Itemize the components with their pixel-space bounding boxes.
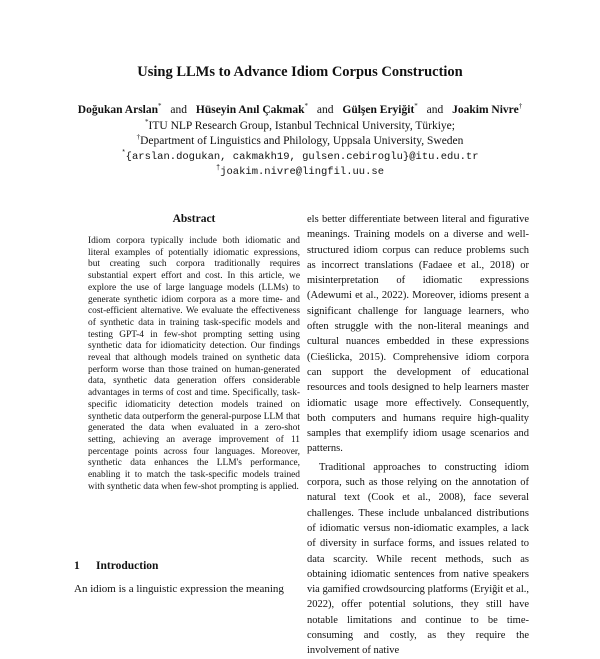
affiliation-line (0, 120, 600, 132)
abstract-heading: Abstract (172, 213, 216, 225)
author-mark: * (158, 102, 162, 111)
email-line (0, 151, 600, 163)
section-number: 1 (74, 560, 80, 572)
body-paragraph: els better differentiate between literal and figurative meanings. Training models on a diverse and well-structured idiom corpus can reduce problems such as incorrect translations (Fadaee et al., 2018) or misinterpretation of idiomatic expressions (Adewumi et al., 2022). Moreover, idioms present a significant challenge for language learners, who often struggle with the non-literal meanings and cultural nuances embedded in these expressions (Cieślicka, 2015). Comprehensive idiom corpora can support the development of educational resources and tools designed to help learners master idiomatic usage more effectively. Consequently, both computers and humans require high-quality samples that exemplify idiom usage scenarios and patterns. (307, 214, 529, 455)
section-title: Introduction (96, 560, 159, 572)
paper-title: Using LLMs to Advance Idiom Corpus Construction (137, 64, 463, 80)
right-column (307, 212, 529, 659)
author-name: Doğukan Arslan (77, 104, 159, 116)
affiliation-mark: † (136, 133, 141, 142)
section-heading (74, 560, 158, 572)
affiliation-text: ITU NLP Research Group, Istanbul Technical University, Türkiye; (148, 120, 455, 132)
author-separator: and (170, 104, 187, 116)
email-line (0, 166, 600, 178)
author-separator: and (426, 104, 444, 116)
body-paragraph: Traditional approaches to constructing idiom corpora, such as those relying on the annotation of natural text (Cook et al., 2008), face several challenges. These include unbalanced distributions of idiomatic versus non-idiomatic examples, a lack of diversity in surface forms, and issues related to data scarcity. While recent methods, such as obtaining idiomatic sentences from native speakers via gamified crowdsourcing platforms (Eryiğit et al., 2022), offer potential solutions, they still have notable limitations and continue to be time-consuming and costly, as they require the involvement of native (307, 461, 529, 657)
author-separator: and (316, 104, 334, 116)
affiliation-mark: † (215, 164, 221, 173)
author-mark: * (304, 102, 309, 111)
affiliation-mark: * (145, 118, 149, 127)
affiliation-text: Department of Linguistics and Philology, Uppsala University, Sweden (140, 135, 464, 147)
author-name: Gülşen Eryiğit (342, 104, 415, 116)
abstract-body: Idiom corpora typically include both idiomatic and literal examples of potentially idiomatic expressions, but creating such corpora traditionally requires substantial expert effort and cost. In this article, we explore the use of large language models (LLMs) to generate synthetic idiom corpora as a more time- and cost-efficient alternative. We evaluate the effectiveness of synthetic data in training task-specific models and testing GPT-4 in few-shot prompting setting using synthetic data for idiomaticity detection. Our findings reveal that although models trained on synthetic data perform worse than those trained on human-generated data, synthetic data generation offers considerable advantages in terms of cost and time. Specifically, task-specific idiomaticity detection models trained on synthetic data outperform the general-purpose LLM that generated the data when evaluated in a zero-shot setting, achieving an average improvement of 11 percentage points across four languages. Moreover, synthetic data enhances the LLM's performance, enabling it to match the task-specific models trained with synthetic data when few-shot prompting is applied. (88, 236, 300, 492)
email-text: joakim.nivre@lingfil.uu.se (220, 166, 385, 178)
author-list (0, 104, 600, 116)
author-name: Joakim Nivre (452, 104, 519, 116)
author-mark: * (414, 102, 418, 111)
affiliation-mark: * (121, 149, 126, 158)
email-text: {arslan.dogukan, cakmakh19, gulsen.cebiroglu}@itu.edu.tr (125, 151, 479, 163)
intro-first-line: An idiom is a linguistic expression the meaning (74, 583, 284, 595)
author-mark: † (518, 102, 523, 111)
author-name: Hüseyin Anıl Çakmak (195, 104, 305, 116)
affiliation-line (0, 135, 600, 147)
